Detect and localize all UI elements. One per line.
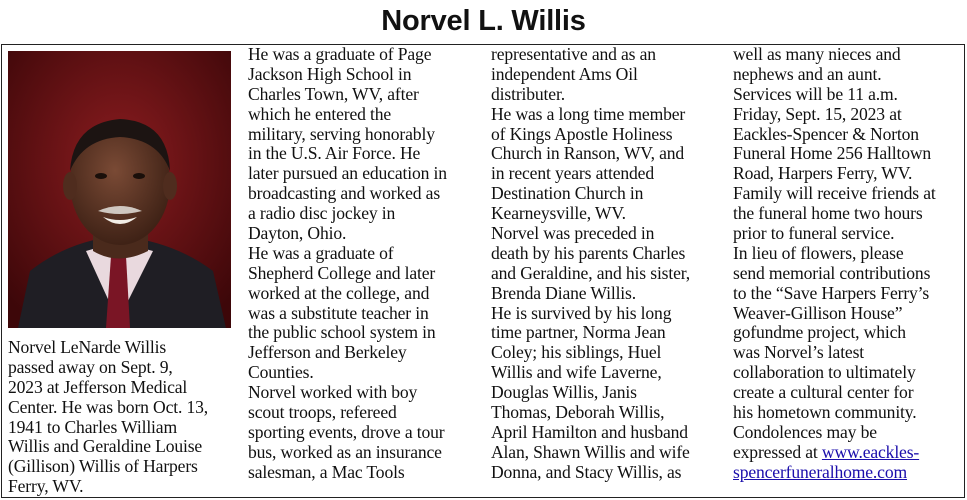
text-line: Jefferson and Berkeley	[248, 342, 407, 363]
text-line: Shepherd College and later	[248, 262, 436, 283]
text-line: was Norvel’s latest	[733, 342, 865, 363]
text-line: Jackson High School in	[248, 63, 412, 84]
text-line	[733, 463, 936, 483]
text-line: Douglas Willis, Janis	[491, 382, 637, 403]
text-line: distributer.	[491, 83, 565, 104]
text-line: Road, Harpers Ferry, WV.	[733, 163, 913, 184]
text-line: the public school system in	[248, 322, 436, 343]
text-line: time partner, Norma Jean	[491, 322, 666, 343]
text-line: of Kings Apostle Holiness	[491, 123, 673, 144]
text-line: bus, worked as an insurance	[248, 441, 442, 462]
text-line	[733, 443, 936, 463]
text-line: 2023 at Jefferson Medical	[8, 376, 188, 397]
text-line: Norvel LeNarde Willis	[8, 337, 167, 357]
text-line: create a cultural center for	[733, 382, 914, 403]
text-line: Church in Ranson, WV, and	[491, 143, 685, 164]
text-line: later pursued an education in	[248, 163, 447, 184]
text-line: Willis and wife Laverne,	[491, 362, 662, 383]
text-line: nephews and an aunt.	[733, 63, 882, 84]
text-line: Willis and Geraldine Louise	[8, 436, 203, 457]
column-1-text	[8, 338, 208, 497]
text-line: the funeral home two hours	[733, 203, 923, 224]
text-line: was a substitute teacher in	[248, 302, 429, 323]
text-line: 1941 to Charles William	[8, 416, 177, 437]
text-line: send memorial contributions	[733, 262, 931, 283]
text-line: in the U.S. Air Force. He	[248, 143, 421, 164]
text-line: Weaver-Gillison House”	[733, 302, 903, 323]
column-4-text	[733, 45, 936, 483]
text-line: Funeral Home 256 Halltown	[733, 143, 932, 164]
text-line: He was a long time member	[491, 103, 686, 124]
text-line: Eackles-Spencer & Norton	[733, 123, 919, 144]
text-line: Donna, and Stacy Willis, as	[491, 461, 682, 482]
text-line: He was a graduate of Page	[248, 44, 432, 64]
text-line: sporting events, drove a tour	[248, 421, 445, 442]
text-line: which he entered the	[248, 103, 392, 124]
text-line: Brenda Diane Willis.	[491, 282, 636, 303]
text-line: Charles Town, WV, after	[248, 83, 419, 104]
column-2-text	[248, 45, 447, 483]
text-line: In lieu of flowers, please	[733, 242, 904, 263]
funeral-home-link-continued[interactable]: spencerfuneralhome.com	[733, 461, 908, 482]
text-line: Ferry, WV.	[8, 476, 84, 497]
text-line: and Geraldine, and his sister,	[491, 262, 691, 283]
text-line: well as many nieces and	[733, 44, 901, 64]
text-line: in recent years attended	[491, 163, 654, 184]
text-line: representative and as an	[491, 44, 656, 64]
text-line: Dayton, Ohio.	[248, 223, 347, 244]
text-line: scout troops, refereed	[248, 402, 397, 423]
obituary-title: Norvel L. Willis	[381, 5, 586, 37]
text-line: to the “Save Harpers Ferry’s	[733, 282, 930, 303]
text-line: Destination Church in	[491, 183, 644, 204]
text-line: a radio disc jockey in	[248, 203, 396, 224]
text-line: gofundme project, which	[733, 322, 906, 343]
text-line: Services will be 11 a.m.	[733, 83, 898, 104]
portrait-photo	[8, 51, 231, 328]
text-line: Family will receive friends at	[733, 183, 936, 204]
portrait-illustration	[8, 51, 231, 328]
text-line: Thomas, Deborah Willis,	[491, 402, 665, 423]
text-segment: expressed at	[733, 441, 822, 462]
text-line: Coley; his siblings, Huel	[491, 342, 662, 363]
text-line: Norvel was preceded in	[491, 223, 655, 244]
text-line: Counties.	[248, 362, 314, 383]
text-line: Alan, Shawn Willis and wife	[491, 441, 690, 462]
text-line: collaboration to ultimately	[733, 362, 916, 383]
text-line: He is survived by his long	[491, 302, 672, 323]
text-line: worked at the college, and	[248, 282, 430, 303]
text-line: his hometown community.	[733, 402, 917, 423]
text-line: prior to funeral service.	[733, 223, 895, 244]
text-line: salesman, a Mac Tools	[248, 461, 405, 482]
text-line: April Hamilton and husband	[491, 421, 688, 442]
text-line: Norvel worked with boy	[248, 382, 418, 403]
text-line: military, serving honorably	[248, 123, 435, 144]
column-3-text	[491, 45, 690, 483]
text-line: death by his parents Charles	[491, 242, 686, 263]
text-line: Condolences may be	[733, 421, 877, 442]
text-line: (Gillison) Willis of Harpers	[8, 456, 198, 477]
text-line: independent Ams Oil	[491, 63, 638, 84]
funeral-home-link[interactable]: www.eackles-	[821, 441, 920, 462]
text-line: Center. He was born Oct. 13,	[8, 396, 209, 417]
text-line: broadcasting and worked as	[248, 183, 441, 204]
text-line: He was a graduate of	[248, 242, 394, 263]
text-line: Kearneysville, WV.	[491, 203, 626, 224]
text-line: passed away on Sept. 9,	[8, 356, 173, 377]
text-line: Friday, Sept. 15, 2023 at	[733, 103, 902, 124]
